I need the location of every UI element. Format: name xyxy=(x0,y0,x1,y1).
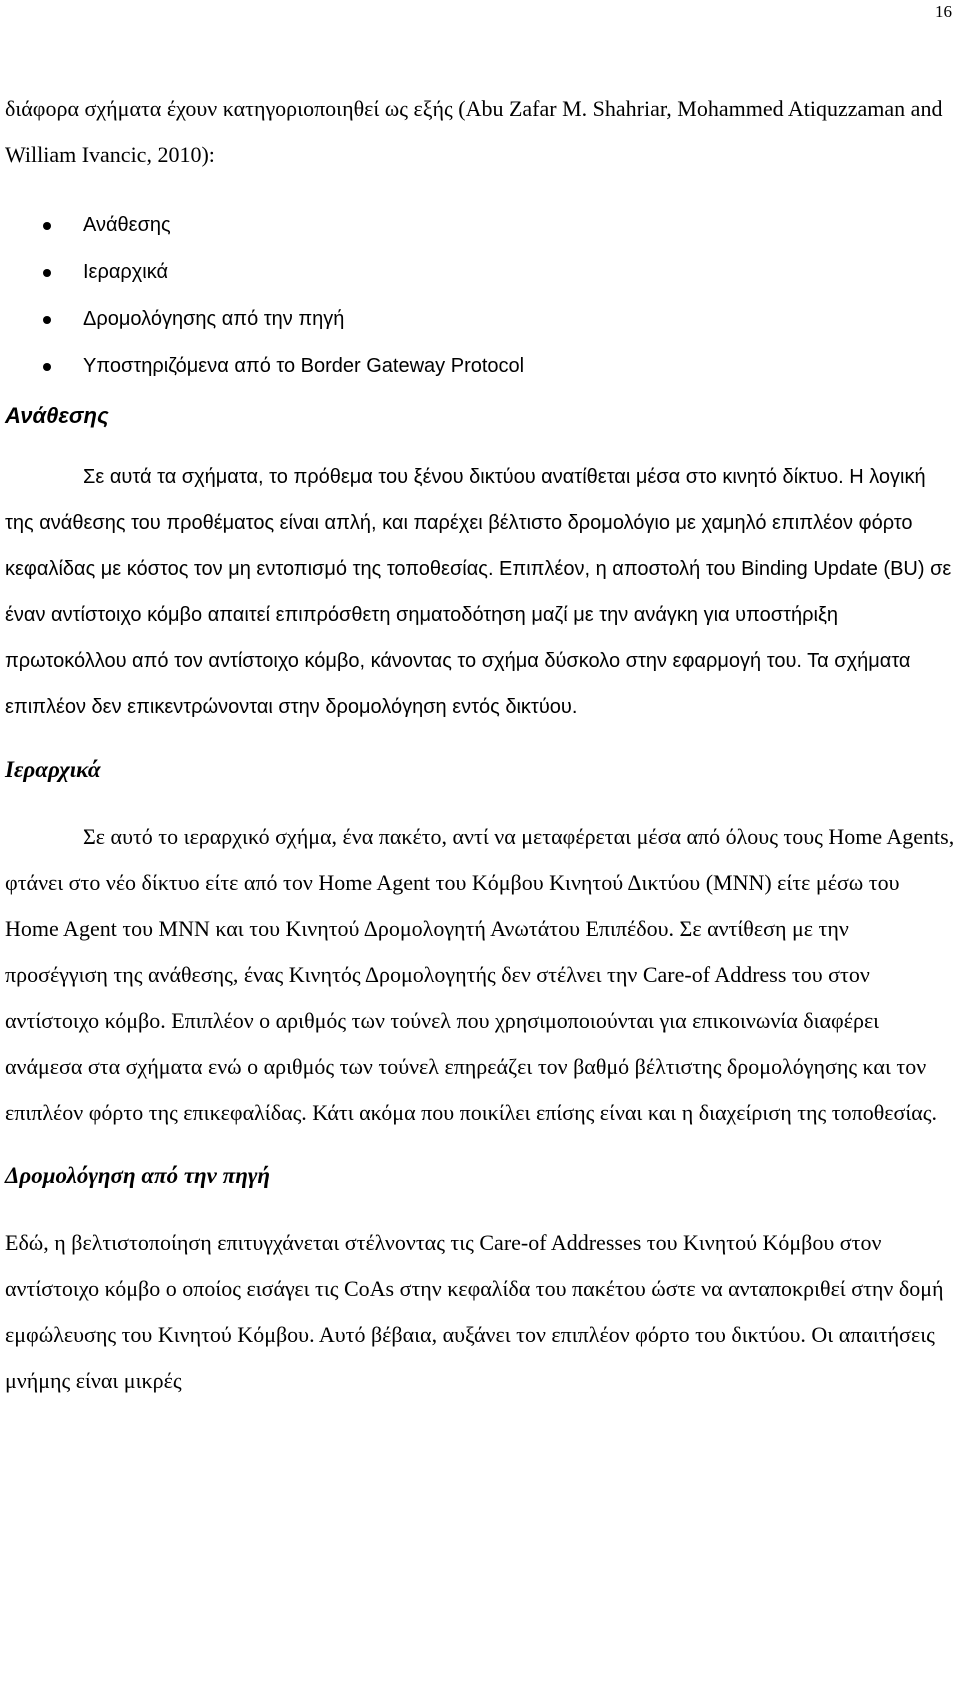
section-heading-source-routing: Δρομολόγηση από την πηγή xyxy=(5,1163,271,1188)
scheme-list xyxy=(5,202,955,390)
list-item xyxy=(5,343,955,390)
bullet-icon xyxy=(43,269,51,277)
bullet-icon xyxy=(43,222,51,230)
list-item xyxy=(5,202,955,249)
list-item-label: Δρομολόγησης από την πηγή xyxy=(83,308,345,330)
section-heading-hierarchical: Ιεραρχικά xyxy=(5,757,101,782)
page-number: 16 xyxy=(935,2,952,21)
bullet-icon xyxy=(43,363,51,371)
section-body-assignment: Σε αυτά τα σχήματα, το πρόθεμα του ξένου δικτύου ανατίθεται μέσα στο κινητό δίκτυο. Η λογική της ανάθεσης του προθέματος είναι απλή, και παρέχει βέλτιστο δρομολόγιο με χαμηλό επιπλέον φόρτο κεφαλίδας με κόστος τον μη εντοπισμό της τοποθεσίας. Επιπλέον, η αποστολή του Binding Update (BU) σε έναν αντίστοιχο κόμβο απαιτεί επιπρόσθετη σηματοδότηση μαζί με την ανάγκη για υποστήριξη πρωτοκόλλου από τον αντίστοιχο κόμβο, κάνοντας το σχήμα δύσκολο στην εφαρμογή του. Τα σχήματα επιπλέον δεν επικεντρώνονται στην δρομολόγηση εντός δικτύου. xyxy=(5,466,952,718)
section-heading-assignment: Ανάθεσης xyxy=(5,403,109,428)
list-item-label: Ανάθεσης xyxy=(83,214,171,236)
section-body-source-routing: Εδώ, η βελτιστοποίηση επιτυγχάνεται στέλνοντας τις Care-of Addresses του Κινητού Κόμβου στον αντίστοιχο κόμβο ο οποίος εισάγει τις CoAs στην κεφαλίδα του πακέτου ώστε να ανταποκριθεί στην δομή εμφώλευσης του Κινητού Κόμβου. Αυτό βέβαια, αυξάνει τον επιπλέον φόρτο του δικτύου. Οι απαιτήσεις μνήμης είναι μικρές xyxy=(5,1230,944,1393)
intro-paragraph: διάφορα σχήματα έχουν κατηγοριοποιηθεί ως εξής (Abu Zafar M. Shahriar, Mohammed Atiquzzaman and William Ivancic, 2010): xyxy=(5,96,943,167)
list-item xyxy=(5,249,955,296)
document-body xyxy=(5,86,955,1404)
list-item-label: Υποστηριζόμενα από το Border Gateway Protocol xyxy=(83,355,525,377)
list-item xyxy=(5,296,955,343)
list-item-label: Ιεραρχικά xyxy=(83,261,169,283)
section-body-hierarchical: Σε αυτό το ιεραρχικό σχήμα, ένα πακέτο, αντί να μεταφέρεται μέσα από όλους τους Home Agents, φτάνει στο νέο δίκτυο είτε από τον Home Agent του Κόμβου Κινητού Δικτύου (MNN) είτε μέσω του Home Agent του MNN και του Κινητού Δρομολογητή Ανωτάτου Επιπέδου. Σε αντίθεση με την προσέγγιση της ανάθεσης, ένας Κινητός Δρομολογητής δεν στέλνει την Care-of Address του στον αντίστοιχο κόμβο. Επιπλέον ο αριθμός των τούνελ που χρησιμοποιούνται για επικοινωνία διαφέρει ανάμεσα στα σχήματα ενώ ο αριθμός των τούνελ επηρεάζει τον βαθμό βέλτιστης δρομολόγησης και τον επιπλέον φόρτο της επικεφαλίδας. Κάτι ακόμα που ποικίλει επίσης είναι και η διαχείριση της τοποθεσίας. xyxy=(5,824,955,1125)
bullet-icon xyxy=(43,316,51,324)
